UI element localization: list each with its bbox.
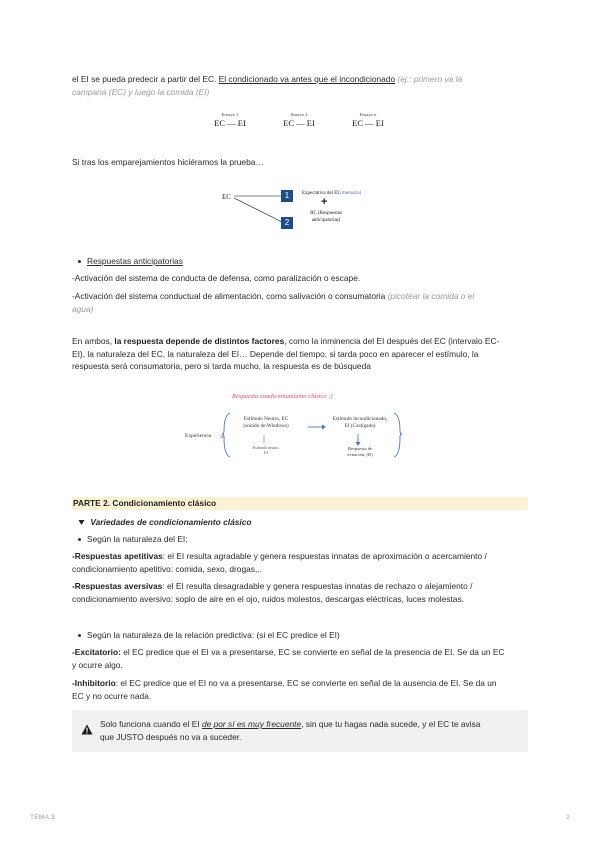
flow-box-4 [330,446,390,458]
aversivas-line-2: condicionamiento aversivo: soplo de aire en el ojo, ruidos molestos, descargas eléctricas, luces molestas. [72,593,464,604]
pair-diagram-3 [346,112,390,128]
pair-ec: EC [214,118,226,128]
triangle-down-icon[interactable] [78,519,85,526]
relacion-bullet [78,629,340,642]
pair-ei: EI [306,118,315,128]
excitatorio-paragraph [72,646,530,671]
flow-box-3-line-1: Estímulo neutro, [252,445,280,450]
pair-label: Ensayo 2 [290,112,308,117]
apetitivas-rest: : el EI resulta agradable y genera respuestas innatas de aproximación o acercamiento / [162,551,487,561]
ambos-line-3: respuesta será consumatoria, pero si tarda mucho, la respuesta es de búsqueda [72,361,371,372]
aversivas-bold: -Respuestas aversivas [72,581,163,591]
naturaleza-bullet-text: Según la naturaleza del EI: [87,534,188,544]
flow-box-2 [328,416,392,430]
flow-box-2-line-1: Estímulo incondicionado, [332,416,388,422]
anticipatory-line-2 [72,290,530,315]
apetitivas-paragraph [72,550,530,575]
pair-ei: EI [237,118,246,128]
pair-diagram-2 [277,112,321,128]
flow-box-2-line-2: EI (Castigado) [344,423,376,429]
variedades-toggle[interactable] [78,516,252,529]
arrow-icon: — [365,118,374,128]
response-text [307,210,345,224]
callout-line-2: que JUSTO después no va a suceder. [100,731,242,742]
response-line-1: RC (Respuestas [310,211,342,216]
aversivas-paragraph [72,580,530,605]
intro-lead: el EI se pueda predecir a partir del EC. [72,74,219,84]
inhibitorio-bold: -Inhibitorio [72,678,116,688]
flow-box-1-line-1: Estímulo Neutro, EC [243,416,289,422]
pair-ec: EC [352,118,364,128]
callout-text [100,718,520,743]
flow-box-4-line-1: Respuesta de [347,446,373,451]
anticipatory-bullet [78,255,183,268]
inhibitorio-paragraph [72,677,530,702]
pair-diagram-1 [208,112,252,128]
expectation-note: (memoria) [340,191,362,196]
anticipatory-note-a: (picotear la comida o el [387,291,475,301]
flow-box-1 [234,416,298,430]
relacion-bullet-text: Según la naturaleza de la relación predictiva: (si el EC predice el EI) [87,630,340,640]
flow-title: Respuesta condicionamiento clásico :) [232,393,333,400]
callout-emphasis: de por sí es muy frecuente [201,719,302,729]
pair-label: Ensayo n [359,112,377,117]
inhibitorio-line-2: EC y no ocurre nada. [72,690,152,701]
page-number: 2 [566,814,570,821]
ambos-bold: la respuesta depende de distintos factores [114,336,285,346]
arrow-icon: — [296,118,305,128]
excitatorio-rest: el EC predice que el EI va a presentarse, EC se convierte en señal de la presencia de EI. Se da un EC [120,647,505,657]
part-title: PARTE 2. Condicionamiento clásico [73,498,217,508]
flow-box-3 [236,445,296,455]
excitatorio-bold: -Excitatorio: [72,647,121,657]
number-badge-2: 2 [281,217,293,229]
anticipatory-main: -Activación del sistema conductual de alimentación, como salivación o consumatoria [72,291,388,301]
flow-box-4-line-2: evitación, (R) [347,452,373,457]
flow-box-3-line-2: EI [264,450,268,455]
expectation-text [302,190,361,197]
toggle-label: Variedades de condicionamiento clásico [90,517,252,527]
anticipatory-note-b: agua) [72,303,94,314]
flow-box-1-line-2: (sonido de Windows) [243,423,289,429]
response-line-2: anticipatorias) [311,218,341,223]
intro-example-1: (ej.: primero va la [395,74,463,84]
number-badge-1: 1 [281,190,293,202]
inhibitorio-rest: : el EC predice que el EI no va a presentarse, EC se convierte en señal de la ausencia de EI. Se da un [115,678,497,688]
warning-callout [72,710,528,752]
apetitivas-bold: -Respuestas apetitivas [72,551,163,561]
aversivas-rest: : el EI resulta desagradable y genera respuestas innatas de rechazo o alejamiento / [162,581,473,591]
intro-underlined: El condicionado va antes que el incondicionado [218,74,396,84]
plus-sign: + [321,196,328,208]
pair-label: Ensayo 1 [221,112,239,117]
apetitivas-line-2: condicionamiento apetitivo: comida, sexo, drogas,.. [72,563,262,574]
flow-start: Experiencia [185,433,212,439]
part-heading [72,497,528,510]
ambos-paragraph [72,335,530,373]
test-ec: EC [222,193,231,201]
intro-example-2: campana (EC) y luego la comida (EI) [72,86,210,97]
callout-line-1b: , sin que tu hagas nada sucede, y el EC te avisa [301,719,481,729]
intro-paragraph [72,73,530,98]
anticipatory-title: Respuestas anticipatorias [87,256,183,266]
pair-ei: EI [375,118,384,128]
footer-section: TEMA 3 [30,814,55,821]
excitatorio-line-2: y ocurre algo. [72,659,123,670]
warning-icon [81,724,93,735]
anticipatory-line-1: -Activación del sistema de conducta de defensa, como paralización o escape. [72,273,361,283]
expectation-label: Expectativa del EI [302,191,339,196]
arrow-icon: — [227,118,236,128]
pair-ec: EC [283,118,295,128]
chevron-right-icon: > [220,435,224,441]
branch-lines [234,192,286,228]
ambos-lead: En ambos, [72,336,115,346]
ambos-line-2: EI), la naturaleza del EC, la naturaleza del EI… Depende del tiempo, si tarda poco en aparecer el estímulo, la [72,348,479,359]
callout-line-1a: Solo funciona cuando el EI [100,719,202,729]
ambos-rest: , como la inminencia del EI después del EC (intervalo EC- [284,336,500,346]
test-line: Si tras los emparejamientos hiciéramos la prueba… [72,157,264,167]
naturaleza-bullet [78,533,188,546]
